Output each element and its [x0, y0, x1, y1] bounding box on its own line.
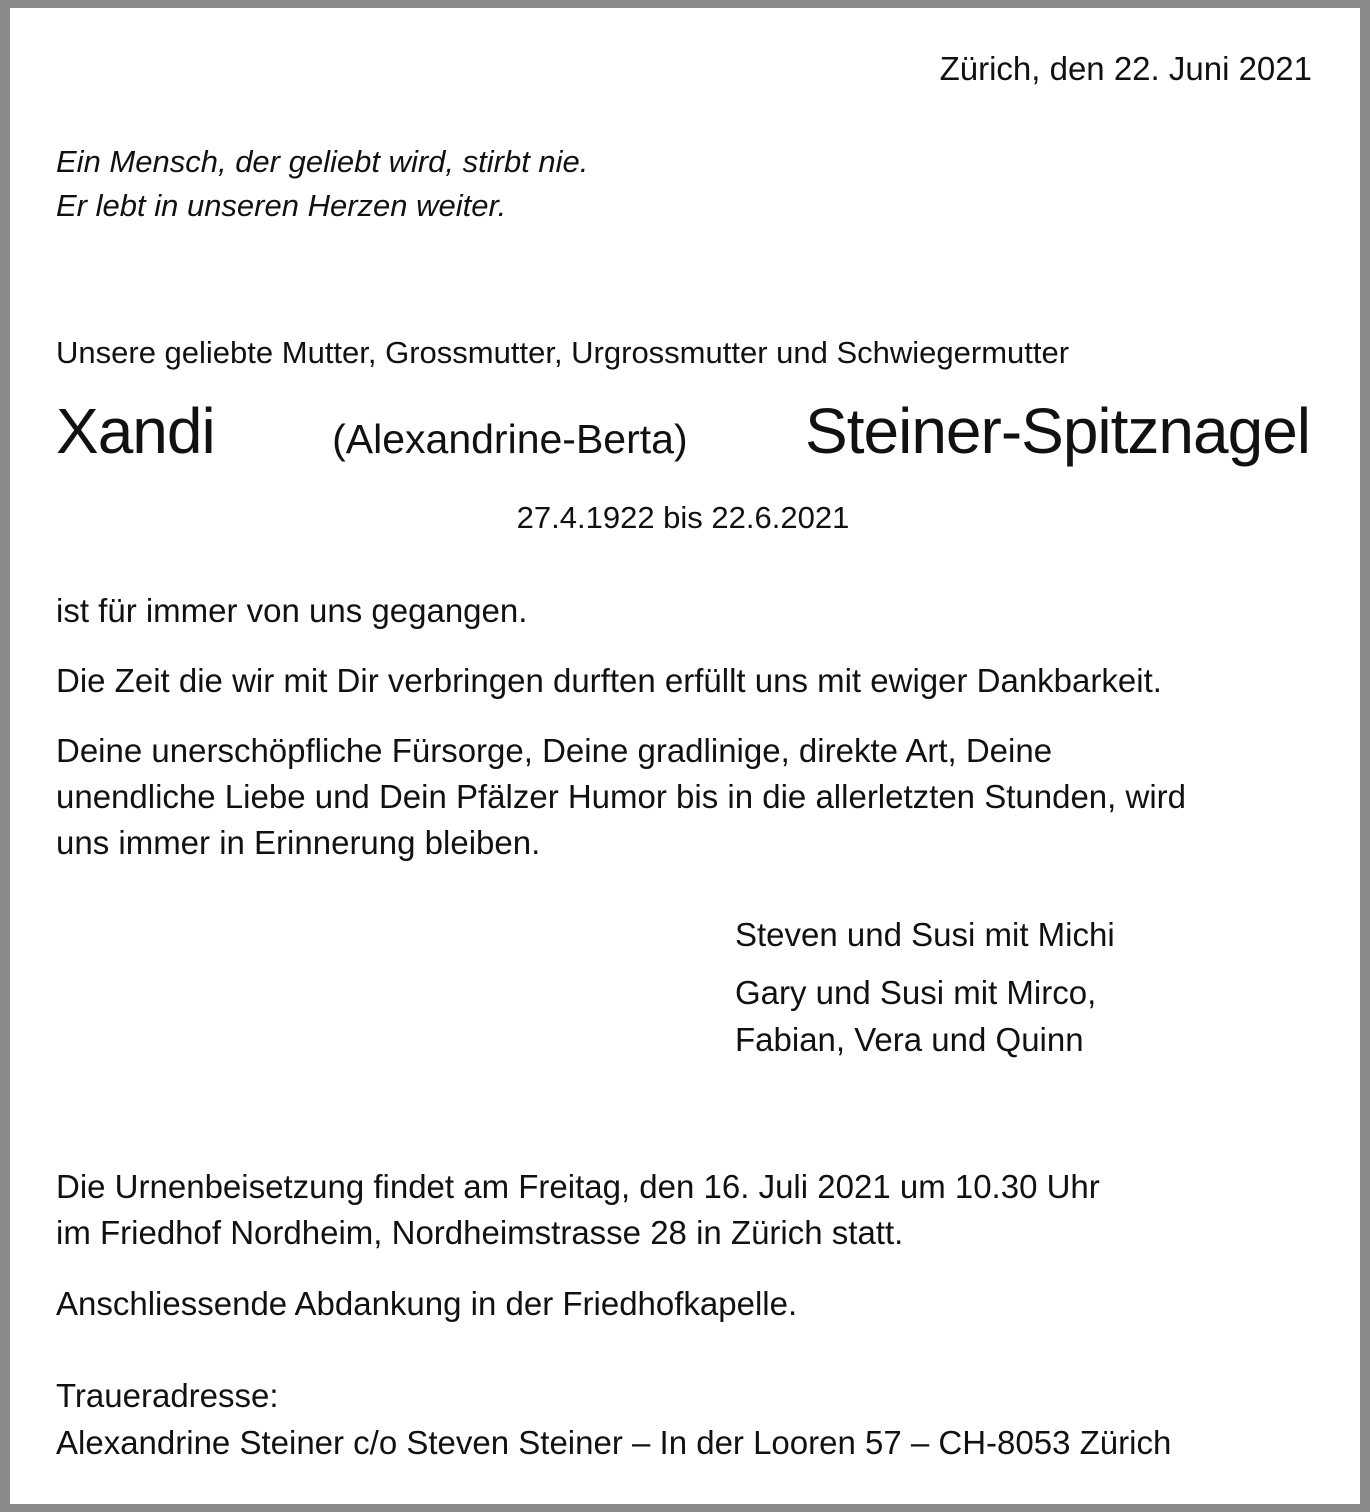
message-paragraph: unendliche Liebe und Dein Pfälzer Humor bis in die allerletzten Stunden, wird	[56, 778, 1186, 815]
family-line: Steven und Susi mit Michi	[735, 916, 1115, 953]
message-paragraph: uns immer in Erinnerung bleiben.	[56, 824, 541, 861]
motto-line: Er lebt in unseren Herzen weiter.	[56, 188, 507, 223]
message-paragraph: Die Zeit die wir mit Dir verbringen durften erfüllt uns mit ewiger Dankbarkeit.	[56, 662, 1162, 699]
intro-text: Unsere geliebte Mutter, Grossmutter, Urgrossmutter und Schwiegermutter	[56, 335, 1070, 370]
deceased-name	[56, 394, 1310, 484]
ceremony-line: Die Urnenbeisetzung findet am Freitag, den 16. Juli 2021 um 10.30 Uhr	[56, 1168, 1100, 1205]
family-line: Fabian, Vera und Quinn	[735, 1021, 1084, 1058]
family-line: Gary und Susi mit Mirco,	[735, 974, 1097, 1011]
address-value: Alexandrine Steiner c/o Steven Steiner – In der Looren 57 – CH-8053 Zürich	[56, 1424, 1172, 1461]
address-label: Traueradresse:	[56, 1377, 279, 1414]
ceremony-line: im Friedhof Nordheim, Nordheimstrasse 28 in Zürich statt.	[56, 1214, 904, 1251]
motto-line: Ein Mensch, der geliebt wird, stirbt nie.	[56, 144, 589, 179]
message-paragraph: ist für immer von uns gegangen.	[56, 592, 528, 629]
ceremony-line: Anschliessende Abdankung in der Friedhofkapelle.	[56, 1285, 798, 1322]
first-name: Xandi	[56, 395, 215, 467]
life-dates: 27.4.1922 bis 22.6.2021	[516, 500, 850, 535]
message-paragraph: Deine unerschöpfliche Fürsorge, Deine gradlinige, direkte Art, Deine	[56, 732, 1053, 769]
full-first-name: (Alexandrine-Berta)	[332, 416, 688, 462]
last-name: Steiner-Spitznagel	[805, 395, 1310, 467]
place-date: Zürich, den 22. Juni 2021	[939, 50, 1312, 87]
